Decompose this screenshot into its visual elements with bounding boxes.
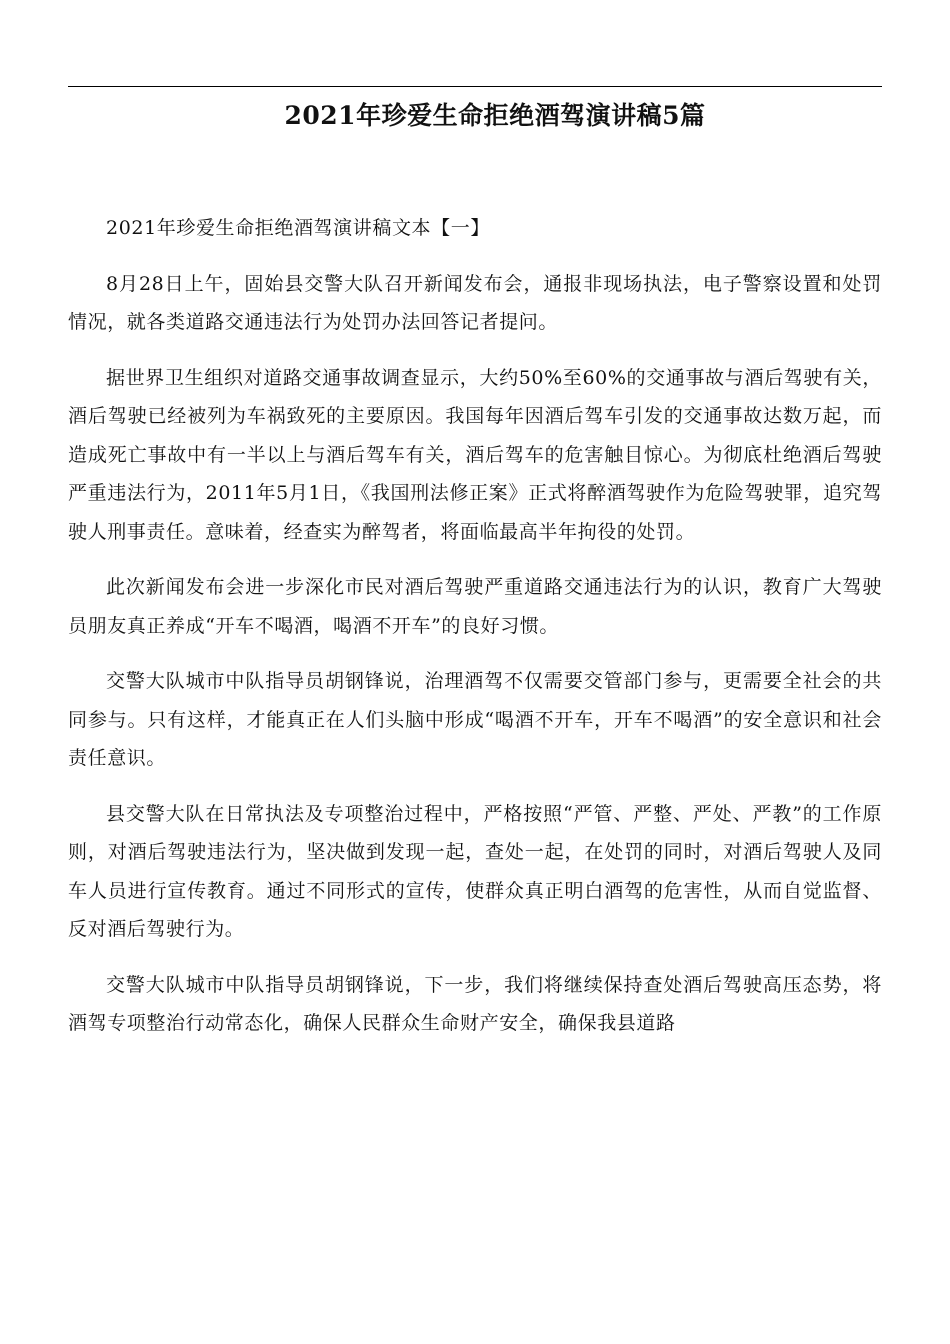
paragraph: 交警大队城市中队指导员胡钢锋说，治理酒驾不仅需要交管部门参与，更需要全社会的共同参与。只有这样，才能真正在人们头脑中形成“喝酒不开车，开车不喝酒”的安全意识和社会责任意识。: [68, 670, 882, 769]
paragraph: 据世界卫生组织对道路交通事故调查显示，大约50%至60%的交通事故与酒后驾驶有关，酒后驾驶已经被列为车祸致死的主要原因。我国每年因酒后驾车引发的交通事故达数万起，而造成死亡事故中有一半以上与酒后驾车有关，酒后驾车的危害触目惊心。为彻底杜绝酒后驾驶严重违法行为，2011年5月1日，《我国刑法修正案》正式将醉酒驾驶作为危险驾驶罪，追究驾驶人刑事责任。意味着，经查实为醉驾者，将面临最高半年拘役的处罚。: [68, 366, 882, 543]
document-body: [68, 209, 882, 1060]
paragraph: 此次新闻发布会进一步深化市民对酒后驾驶严重道路交通违法行为的认识，教育广大驾驶员朋友真正养成“开车不喝酒，喝酒不开车”的良好习惯。: [68, 576, 882, 637]
paragraph: 县交警大队在日常执法及专项整治过程中，严格按照“严管、严整、严处、严教”的工作原则，对酒后驾驶违法行为，坚决做到发现一起，查处一起，在处罚的同时，对酒后驾驶人及同车人员进行宣传教育。通过不同形式的宣传，使群众真正明白酒驾的危害性，从而自觉监督、反对酒后驾驶行为。: [68, 802, 882, 940]
section-heading: 2021年珍爱生命拒绝酒驾演讲稿文本【一】: [106, 217, 490, 239]
header-rule: [68, 86, 882, 87]
paragraph: 交警大队城市中队指导员胡钢锋说，下一步，我们将继续保持查处酒后驾驶高压态势，将酒驾专项整治行动常态化，确保人民群众生命财产安全，确保我县道路: [68, 973, 882, 1034]
paragraph: 8月28日上午，固始县交警大队召开新闻发布会，通报非现场执法，电子警察设置和处罚情况，就各类道路交通违法行为处罚办法回答记者提问。: [68, 272, 882, 333]
document-title: 2021年珍爱生命拒绝酒驾演讲稿5篇: [284, 101, 706, 130]
